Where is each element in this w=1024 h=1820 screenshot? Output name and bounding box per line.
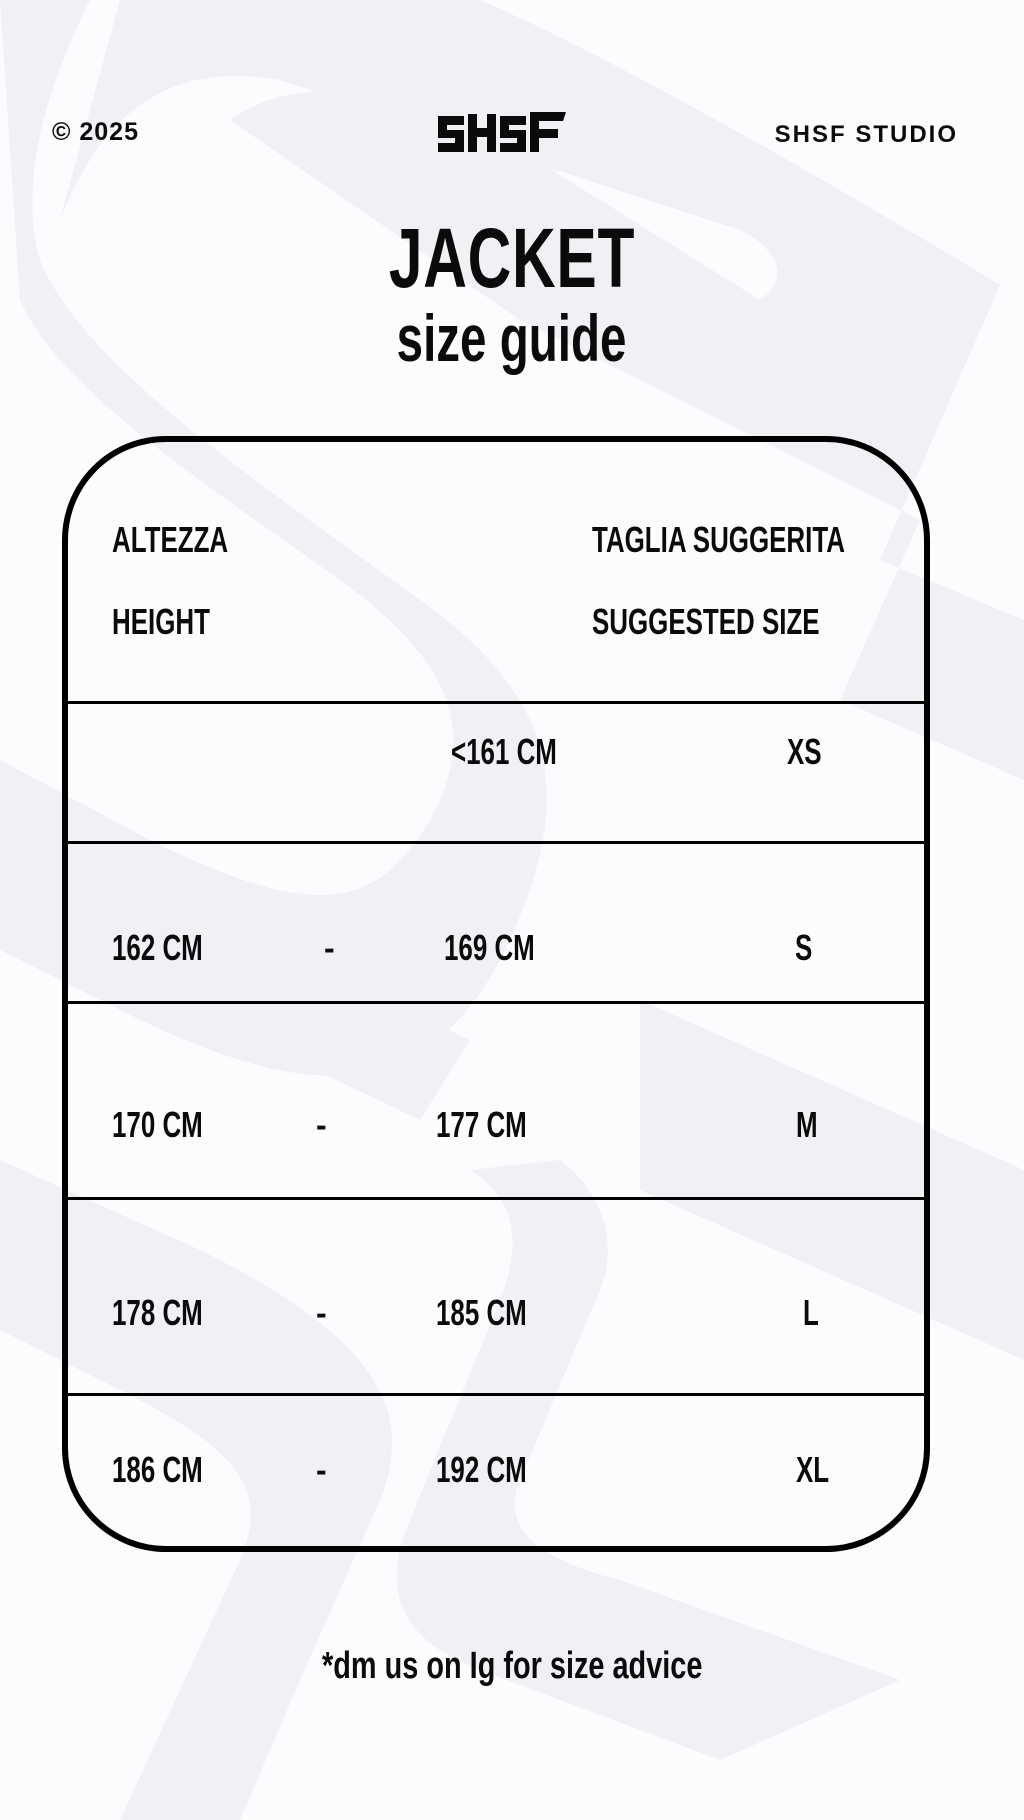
row-divider xyxy=(68,1393,924,1396)
studio-name: SHSF STUDIO xyxy=(774,121,958,148)
row-l-from: 178 CM xyxy=(112,1292,203,1333)
row-xl-size: XL xyxy=(796,1449,830,1490)
row-xs-size: XS xyxy=(787,731,822,772)
row-m-sep: - xyxy=(316,1107,327,1143)
row-l-to: 185 CM xyxy=(436,1292,527,1333)
row-xs-to: <161 CM xyxy=(451,731,557,772)
page-subtitle: size guide xyxy=(397,301,627,375)
row-xl-to: 192 CM xyxy=(436,1449,527,1490)
row-m-size: M xyxy=(796,1104,818,1145)
row-s-to: 169 CM xyxy=(444,927,535,968)
page-title: JACKET xyxy=(388,211,636,305)
row-divider xyxy=(68,841,924,844)
header-size-it: TAGLIA SUGGERITA xyxy=(592,519,845,560)
size-table xyxy=(62,436,930,1552)
row-l-size: L xyxy=(803,1292,819,1333)
header-height-it: ALTEZZA xyxy=(112,519,229,560)
header-size-en: SUGGESTED SIZE xyxy=(592,601,820,642)
row-divider xyxy=(68,701,924,704)
row-l-sep: - xyxy=(316,1295,327,1331)
row-m-to: 177 CM xyxy=(436,1104,527,1145)
copyright-text: © 2025 xyxy=(52,118,139,146)
row-divider xyxy=(68,1001,924,1004)
row-s-from: 162 CM xyxy=(112,927,203,968)
row-xl-from: 186 CM xyxy=(112,1449,203,1490)
size-advice-note: *dm us on Ig for size advice xyxy=(321,1645,703,1687)
brand-logo xyxy=(436,108,568,158)
header-height-en: HEIGHT xyxy=(112,601,210,642)
row-xl-sep: - xyxy=(316,1452,327,1488)
row-s-size: S xyxy=(795,927,813,968)
row-m-from: 170 CM xyxy=(112,1104,203,1145)
row-divider xyxy=(68,1197,924,1200)
row-s-sep: - xyxy=(324,930,335,966)
